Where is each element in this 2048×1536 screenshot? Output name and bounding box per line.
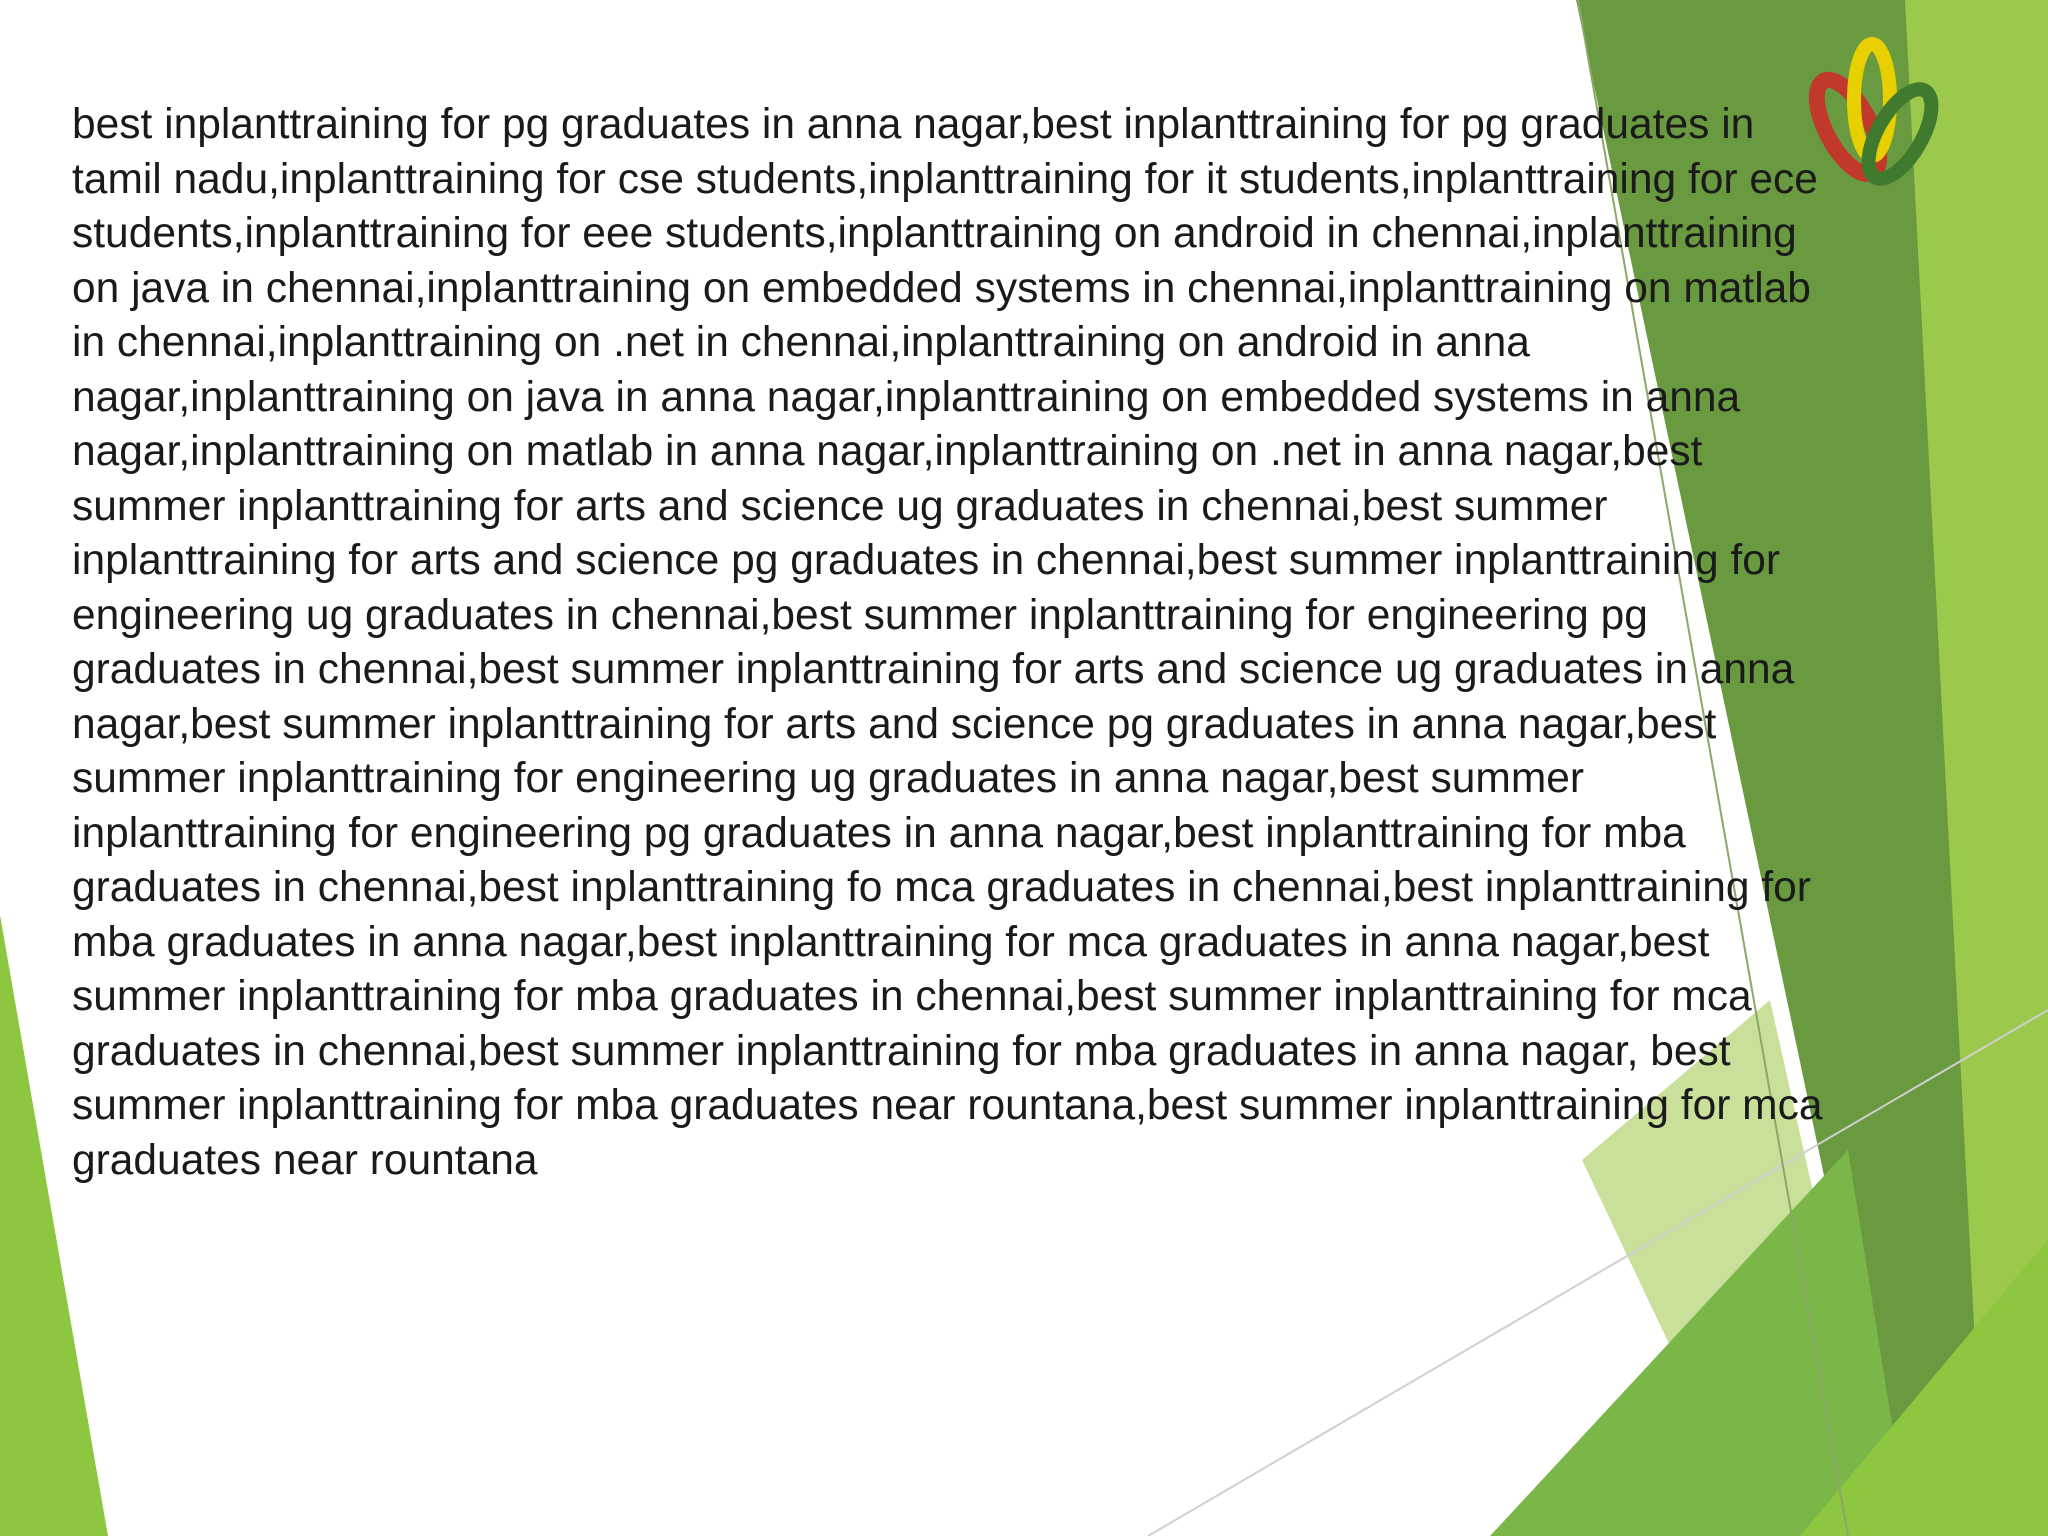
text-line: inplanttraining for arts and science pg graduates in chennai,best summer inplanttraining for (72, 537, 1781, 584)
text-line: mba graduates in anna nagar,best inplanttraining for mca graduates in anna nagar,best (72, 918, 1710, 966)
text-line: summer inplanttraining for arts and science ug graduates in chennai,best summer (72, 482, 1608, 530)
slide-body-text (72, 98, 1972, 1188)
text-line: engineering ug graduates in chennai,best summer inplanttraining for engineering pg (72, 591, 1648, 639)
text-line: best inplanttraining for pg graduates in anna nagar,best inplanttraining for pg graduates in (72, 101, 1755, 148)
text-line: nagar,inplanttraining on java in anna nagar,inplanttraining on embedded systems in anna (72, 373, 1741, 421)
text-line: students,inplanttraining for eee students,inplanttraining on android in chennai,inplanttraining (72, 210, 1797, 257)
text-line: tamil nadu,inplanttraining for cse students,inplanttraining for it students,inplanttraining for ece (72, 155, 1818, 203)
text-line: graduates in chennai,best inplanttraining fo mca graduates in chennai,best inplanttraining for (72, 864, 1811, 911)
text-line: graduates near rountana (72, 1136, 538, 1184)
text-line: summer inplanttraining for mba graduates near rountana,best summer inplanttraining for mca (72, 1082, 1823, 1129)
text-line: nagar,inplanttraining on matlab in anna nagar,inplanttraining on .net in anna nagar,best (72, 428, 1703, 475)
text-line: inplanttraining for engineering pg graduates in anna nagar,best inplanttraining for mba (72, 809, 1686, 857)
text-line: graduates in chennai,best summer inplanttraining for mba graduates in anna nagar, best (72, 1027, 1731, 1075)
text-line: on java in chennai,inplanttraining on embedded systems in chennai,inplanttraining on matlab (72, 264, 1811, 312)
text-line: graduates in chennai,best summer inplanttraining for arts and science ug graduates in anna (72, 646, 1795, 693)
text-line: summer inplanttraining for mba graduates in chennai,best summer inplanttraining for mca (72, 973, 1752, 1020)
text-line: nagar,best summer inplanttraining for arts and science pg graduates in anna nagar,best (72, 700, 1717, 748)
text-line: summer inplanttraining for engineering ug graduates in anna nagar,best summer (72, 755, 1585, 802)
text-line: in chennai,inplanttraining on .net in chennai,inplanttraining on android in anna (72, 319, 1530, 366)
petal-logo-icon (1788, 22, 1948, 212)
